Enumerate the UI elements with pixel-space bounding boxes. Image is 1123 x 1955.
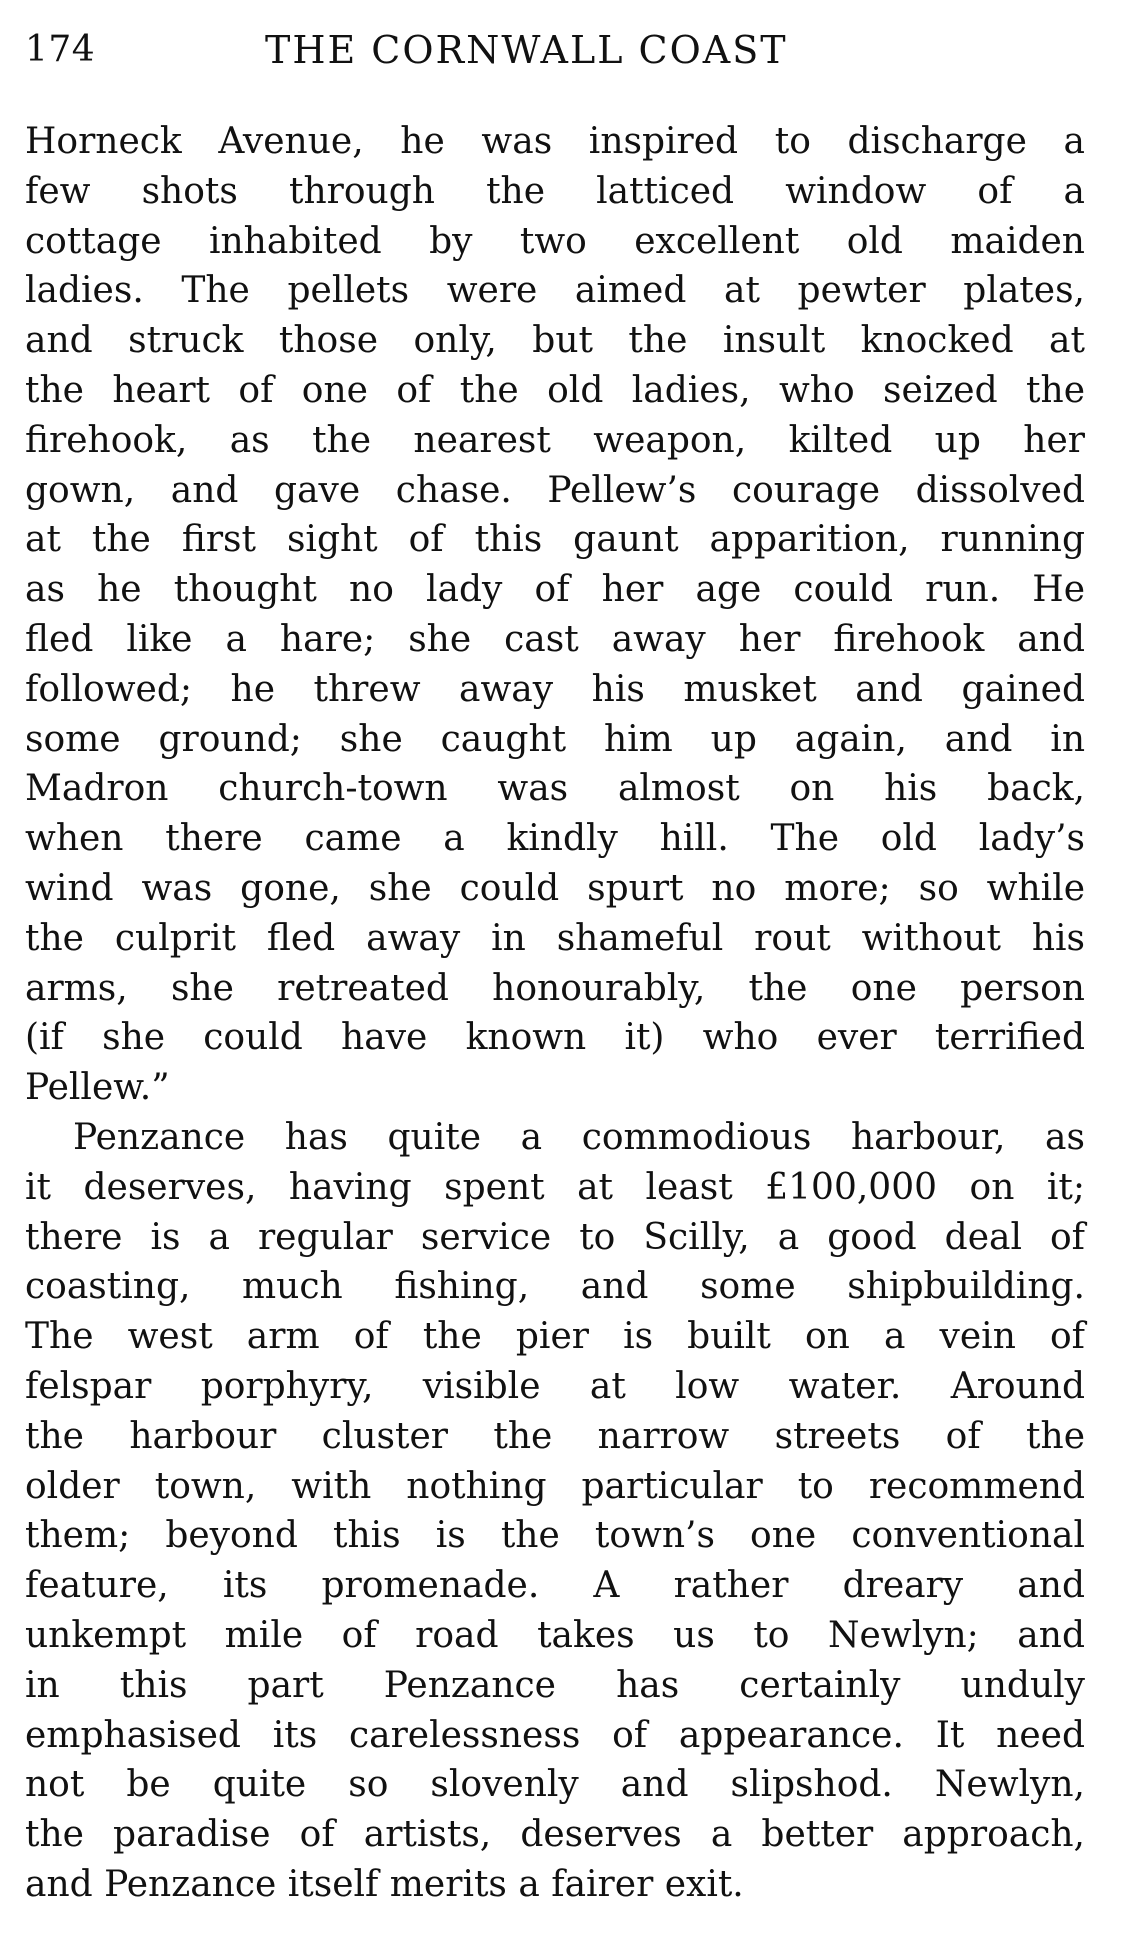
text-line: as he thought no lady of her age could run. He — [25, 569, 1085, 611]
text-line: older town, with nothing particular to recommend — [25, 1465, 1085, 1507]
paragraph-1 — [25, 117, 1085, 1113]
text-line: and struck those only, but the insult knocked at — [25, 320, 1085, 362]
body-text — [25, 117, 1085, 1910]
text-line: Madron church-town was almost on his back, — [25, 768, 1085, 810]
text-line: the paradise of artists, deserves a better approach, — [25, 1814, 1085, 1856]
text-line: and Penzance itself merits a fairer exit. — [25, 1863, 744, 1905]
text-line: Pellew.” — [25, 1067, 170, 1109]
text-line: the heart of one of the old ladies, who seized the — [25, 369, 1085, 411]
text-line: arms, she retreated honourably, the one person — [25, 967, 1085, 1009]
text-line: coasting, much fishing, and some shipbuilding. — [25, 1266, 1085, 1308]
text-line: ladies. The pellets were aimed at pewter plates, — [25, 270, 1085, 312]
text-line: cottage inhabited by two excellent old maiden — [25, 220, 1085, 262]
text-line: Penzance has quite a commodious harbour, as — [73, 1116, 1085, 1158]
text-line: them; beyond this is the town’s one conventional — [25, 1515, 1085, 1557]
text-line: felspar porphyry, visible at low water. Around — [25, 1365, 1085, 1407]
text-line: gown, and gave chase. Pellew’s courage dissolved — [25, 469, 1085, 511]
text-line: in this part Penzance has certainly unduly — [25, 1664, 1085, 1706]
text-line: not be quite so slovenly and slipshod. Newlyn, — [25, 1764, 1085, 1806]
running-title: THE CORNWALL COAST — [265, 28, 788, 72]
text-line: at the first sight of this gaunt apparition, running — [25, 519, 1085, 561]
text-line: the culprit fled away in shameful rout without his — [25, 917, 1085, 959]
paragraph-2 — [25, 1113, 1085, 1910]
text-line: unkempt mile of road takes us to Newlyn; and — [25, 1614, 1085, 1656]
text-line: it deserves, having spent at least £100,000 on it; — [25, 1166, 1085, 1208]
text-line: some ground; she caught him up again, and in — [25, 718, 1085, 760]
text-line: emphasised its carelessness of appearance. It need — [25, 1714, 1085, 1756]
page-header — [25, 20, 1085, 80]
text-line: few shots through the latticed window of a — [25, 170, 1085, 212]
text-line: when there came a kindly hill. The old lady’s — [25, 818, 1085, 860]
text-line: wind was gone, she could spurt no more; so while — [25, 867, 1085, 909]
page-number: 174 — [25, 29, 96, 70]
text-line: The west arm of the pier is built on a vein of — [25, 1316, 1085, 1358]
text-line: followed; he threw away his musket and gained — [25, 668, 1085, 710]
text-line: (if she could have known it) who ever terrified — [25, 1017, 1085, 1059]
text-line: feature, its promenade. A rather dreary and — [25, 1565, 1085, 1607]
text-line: fled like a hare; she cast away her firehook and — [25, 618, 1085, 660]
text-line: Horneck Avenue, he was inspired to discharge a — [25, 121, 1085, 162]
text-line: there is a regular service to Scilly, a good deal of — [25, 1216, 1085, 1258]
text-line: firehook, as the nearest weapon, kilted up her — [25, 419, 1085, 461]
text-line: the harbour cluster the narrow streets of the — [25, 1415, 1085, 1457]
